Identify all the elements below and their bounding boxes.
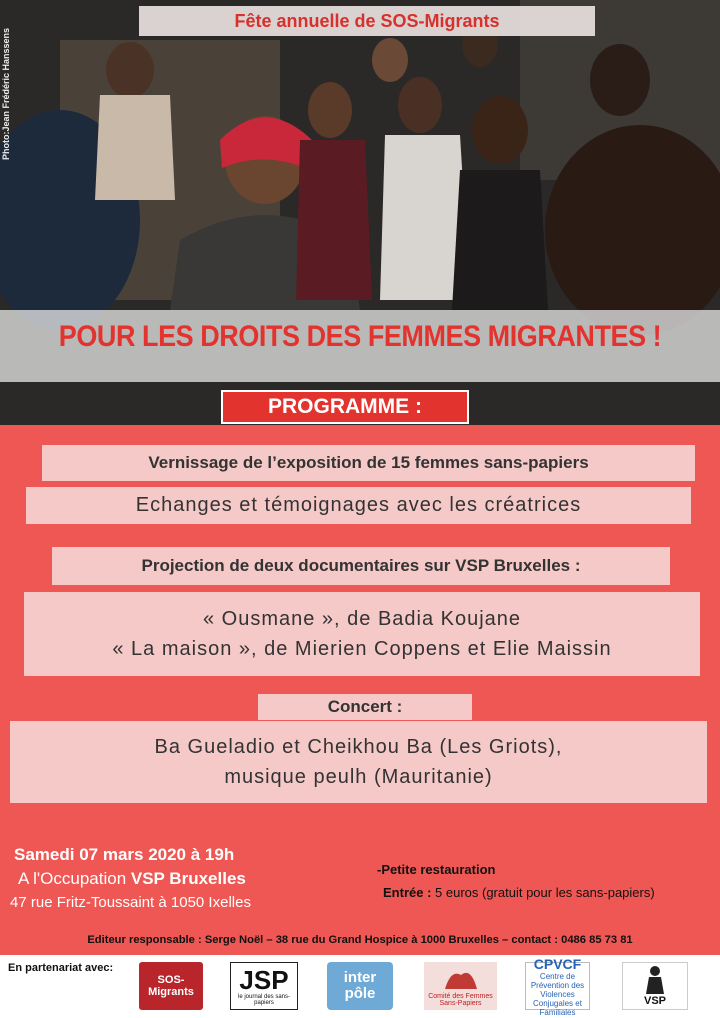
event-title: Fête annuelle de SOS-Migrants xyxy=(139,6,595,36)
jsp-logo: JSP le journal des sans-papiers xyxy=(230,962,298,1010)
cpvcf-logo: CPVCF Centre de Prévention des Violences Conjugales et Familiales xyxy=(525,962,590,1010)
item1-title: Vernissage de l’exposition de 15 femmes sans-papiers xyxy=(42,445,695,481)
vsp-logo: VSP xyxy=(622,962,688,1010)
venue-prefix: A l'Occupation xyxy=(18,869,131,888)
item3-line1: Ba Gueladio et Cheikhou Ba (Les Griots), xyxy=(154,736,563,758)
editor-line: Editeur responsable : Serge Noël – 38 rue du Grand Hospice à 1000 Bruxelles – contact : 0486 85 73 81 xyxy=(87,934,633,946)
entry-fee xyxy=(383,885,655,900)
comite-emblem-icon xyxy=(441,965,481,993)
photo-credit: Photo:Jean Frédéric Hanssens xyxy=(1,27,11,160)
item2-title: Projection de deux documentaires sur VSP Bruxelles : xyxy=(52,547,670,585)
venue-name: VSP Bruxelles xyxy=(130,869,246,888)
food-note: -Petite restauration xyxy=(377,862,496,877)
headline: POUR LES DROITS DES FEMMES MIGRANTES ! xyxy=(58,320,662,353)
partners-label: En partenariat avec: xyxy=(8,962,114,974)
vsp-figure-icon xyxy=(640,965,670,995)
item2-line2: « La maison », de Mierien Coppens et Elie Maissin xyxy=(112,638,612,660)
event-address: 47 rue Fritz-Toussaint à 1050 Ixelles xyxy=(10,894,251,911)
sos-migrants-logo: SOS-Migrants xyxy=(139,962,203,1010)
entry-label: Entrée : xyxy=(383,885,432,900)
event-date: Samedi 07 mars 2020 à 19h xyxy=(14,845,235,864)
item2-line1: « Ousmane », de Badia Koujane xyxy=(202,608,522,630)
item3-line2: musique peulh (Mauritanie) xyxy=(224,766,493,788)
item3-title: Concert : xyxy=(258,694,472,720)
programme-label: PROGRAMME : xyxy=(221,390,469,424)
entry-price: 5 euros (gratuit pour les sans-papiers) xyxy=(431,885,655,900)
item3-detail xyxy=(10,721,707,803)
item2-detail xyxy=(24,592,700,676)
item1-detail: Echanges et témoignages avec les créatrices xyxy=(26,487,691,524)
interpole-logo: inter pôle xyxy=(327,962,393,1010)
event-venue xyxy=(18,869,246,889)
comite-femmes-logo: Comité des Femmes Sans-Papiers xyxy=(424,962,497,1010)
